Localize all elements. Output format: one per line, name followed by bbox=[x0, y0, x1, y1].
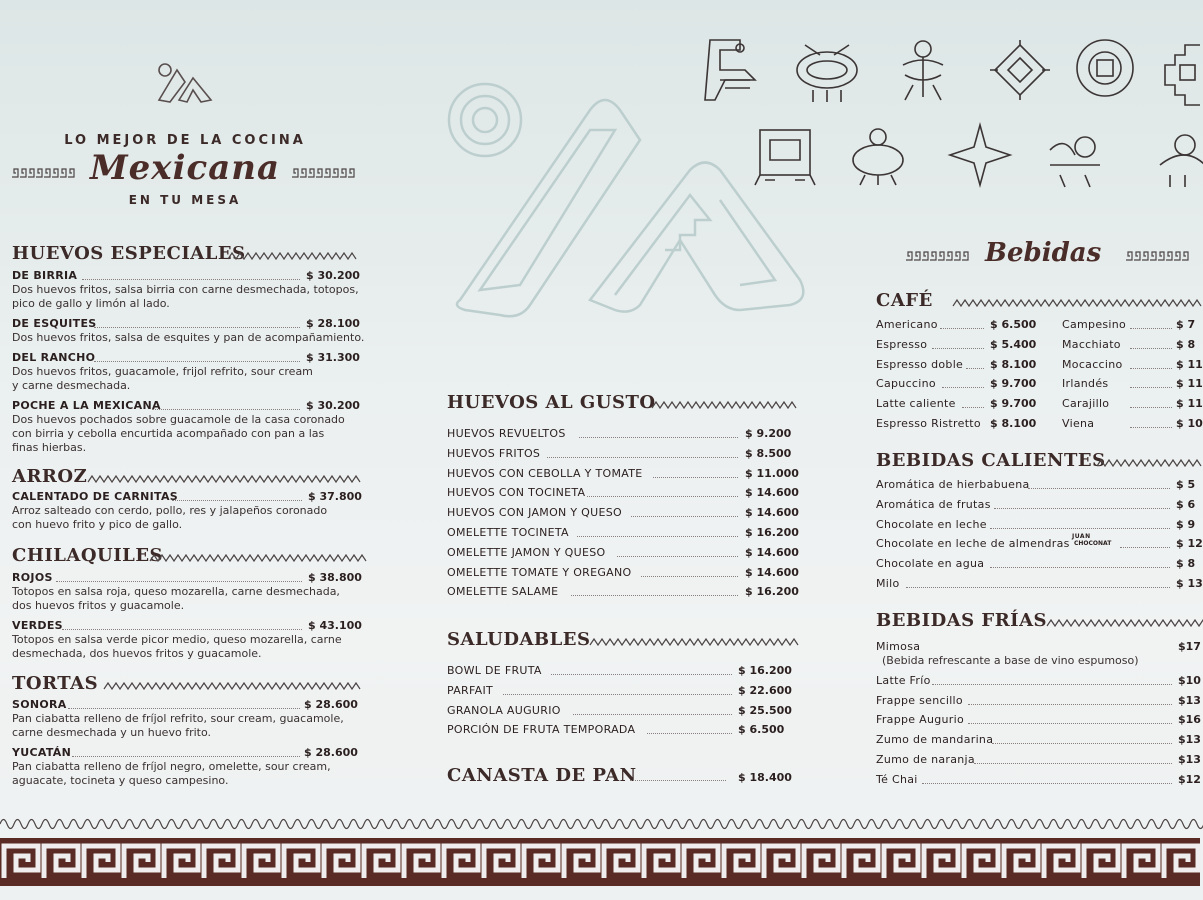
dot-leader bbox=[617, 556, 738, 557]
dot-leader bbox=[82, 279, 300, 280]
dot-leader bbox=[974, 763, 1172, 764]
item-price: $ 14.600 bbox=[745, 506, 799, 520]
item-name bbox=[876, 417, 981, 430]
item-price: $ 6 bbox=[1176, 497, 1196, 511]
item-name-text: HUEVOS CON CEBOLLA Y TOMATE bbox=[447, 466, 643, 480]
dot-leader bbox=[1120, 547, 1170, 548]
brand-logo-small bbox=[155, 60, 215, 104]
item-name-text: Espresso Ristretto bbox=[876, 417, 981, 430]
brand-juan-choconat-line2: CHOCONAT bbox=[1074, 540, 1112, 547]
section-title: BEBIDAS FRÍAS bbox=[876, 610, 1048, 631]
dot-leader bbox=[1130, 387, 1172, 388]
dot-leader bbox=[962, 407, 984, 408]
item-name-text: Zumo de naranja bbox=[876, 753, 975, 766]
item-price: $ 11.000 bbox=[745, 466, 799, 480]
dot-leader bbox=[547, 457, 738, 458]
item-name-text: Americano bbox=[876, 318, 938, 331]
item-price: $ 8.100 bbox=[990, 357, 1037, 371]
item-desc: carne desmechada y un huevo frito. bbox=[12, 726, 211, 739]
section-title: ARROZ bbox=[12, 466, 88, 487]
item-price: $ 9.200 bbox=[745, 427, 792, 440]
item-price: $17 bbox=[1178, 640, 1201, 653]
dot-leader bbox=[577, 536, 738, 537]
item-name bbox=[447, 566, 631, 579]
dot-leader bbox=[942, 387, 984, 388]
zigzag-ornament bbox=[652, 400, 794, 410]
step-glyph-icon bbox=[1165, 45, 1200, 105]
item-name bbox=[876, 377, 936, 390]
section-title: BEBIDAS CALIENTES bbox=[876, 450, 1106, 471]
item-name-text: OMELETTE TOMATE Y OREGANO bbox=[447, 565, 632, 579]
item-price: $ 8.500 bbox=[745, 446, 792, 460]
greek-ornament-right bbox=[292, 167, 358, 179]
dot-leader bbox=[968, 704, 1172, 705]
item-name-text: Frappe Augurio bbox=[876, 713, 964, 727]
item-name bbox=[447, 467, 643, 480]
item-name bbox=[447, 704, 561, 717]
item-desc: Dos huevos fritos, salsa birria con carne desmechada, totopos, bbox=[12, 283, 359, 296]
item-desc: aguacate, tocineta y queso campesino. bbox=[12, 774, 229, 787]
item-name-text: OMELETTE TOCINETA bbox=[447, 526, 569, 539]
item-price: $ 9.700 bbox=[990, 377, 1037, 391]
dot-leader bbox=[932, 348, 984, 349]
item-name bbox=[876, 557, 984, 570]
item-price: $ 28.600 bbox=[304, 746, 358, 759]
dot-leader bbox=[94, 327, 300, 328]
item-name bbox=[12, 317, 97, 330]
item-name bbox=[12, 571, 53, 584]
item-name-text: OMELETTE SALAME bbox=[447, 585, 559, 599]
dot-leader bbox=[72, 756, 300, 757]
dot-leader bbox=[571, 595, 738, 596]
greek-ornament-bebidas-left bbox=[906, 250, 972, 262]
item-price: $ 9 bbox=[1176, 517, 1196, 531]
header-title: Mexicana bbox=[90, 148, 280, 188]
diamond-glyph-icon bbox=[990, 40, 1050, 100]
item-name bbox=[1062, 318, 1126, 331]
dot-leader bbox=[968, 723, 1172, 724]
dot-leader bbox=[1130, 328, 1172, 329]
section-title: CHILAQUILES bbox=[12, 545, 164, 566]
item-name bbox=[876, 640, 920, 653]
section-title-huevos-especiales: HUEVOS ESPECIALES bbox=[12, 243, 246, 264]
dot-leader bbox=[994, 508, 1170, 509]
zigzag-ornament bbox=[1097, 458, 1200, 468]
dot-leader bbox=[990, 567, 1170, 568]
dot-leader bbox=[573, 714, 732, 715]
item-desc: desmechada, dos huevos fritos y guacamole. bbox=[12, 647, 262, 660]
item-name bbox=[12, 746, 71, 759]
item-price: $ 8 bbox=[1176, 557, 1196, 571]
item-price: $ 10 bbox=[1176, 417, 1203, 430]
zigzag-ornament bbox=[150, 553, 360, 563]
item-desc: finas hierbas. bbox=[12, 441, 87, 454]
item-price: $ 14.600 bbox=[745, 486, 799, 500]
item-name bbox=[447, 723, 635, 736]
dot-leader bbox=[503, 694, 732, 695]
star-glyph-icon bbox=[950, 125, 1010, 185]
item-desc: Dos huevos fritos, salsa de esquites y pan de acompañamiento. bbox=[12, 331, 365, 344]
item-name bbox=[876, 478, 1030, 491]
monkey-glyph-icon bbox=[1050, 137, 1100, 187]
section-title-canasta: CANASTA DE PAN bbox=[447, 765, 637, 786]
item-name bbox=[12, 490, 178, 503]
item-name-text: Macchiato bbox=[1062, 337, 1121, 351]
item-name-text: Chocolate en agua bbox=[876, 557, 985, 571]
dot-leader bbox=[1130, 368, 1172, 369]
item-name-text: Mocaccino bbox=[1062, 357, 1123, 371]
bebidas-title: Bebidas bbox=[985, 238, 1102, 268]
item-price: $ 11 bbox=[1176, 377, 1203, 391]
owl-glyph-icon bbox=[755, 130, 815, 185]
item-price: $13 bbox=[1178, 693, 1201, 707]
item-desc: Pan ciabatta relleno de fríjol negro, omelette, sour cream, bbox=[12, 760, 331, 773]
zigzag-ornament bbox=[88, 474, 358, 484]
item-name bbox=[876, 358, 963, 371]
item-desc: Totopos en salsa verde picor medio, queso mozarella, carne bbox=[12, 633, 342, 646]
item-name-text: Frappe sencillo bbox=[876, 693, 963, 707]
zigzag-ornament bbox=[590, 637, 794, 647]
item-name bbox=[876, 338, 927, 351]
item-price: $ 12 bbox=[1176, 537, 1203, 551]
item-price: $ 5.400 bbox=[990, 337, 1037, 351]
item-price: $ 8 bbox=[1176, 337, 1196, 351]
dot-leader bbox=[579, 437, 738, 438]
item-price: $ 7 bbox=[1176, 318, 1196, 331]
item-name bbox=[876, 318, 938, 331]
item-desc: pico de gallo y limón al lado. bbox=[12, 297, 170, 310]
item-price: $ 8.100 bbox=[990, 417, 1037, 430]
item-name bbox=[876, 674, 931, 687]
item-price: $ 11 bbox=[1176, 397, 1203, 411]
item-desc: Dos huevos fritos, guacamole, frijol refrito, sour cream bbox=[12, 365, 313, 378]
dot-leader bbox=[647, 733, 732, 734]
item-name-text: DE BIRRIA bbox=[12, 269, 78, 282]
item-name-text: Aromática de frutas bbox=[876, 497, 991, 511]
item-name bbox=[876, 537, 1070, 550]
item-price: $12 bbox=[1178, 772, 1201, 786]
item-name-text: Viena bbox=[1062, 417, 1095, 430]
dot-leader bbox=[1130, 427, 1172, 428]
item-name bbox=[12, 399, 161, 412]
item-desc: Totopos en salsa roja, queso mozarella, carne desmechada, bbox=[12, 585, 340, 598]
item-name bbox=[447, 546, 605, 559]
item-name bbox=[447, 585, 558, 598]
item-price: $ 16.200 bbox=[745, 526, 799, 539]
item-desc: (Bebida refrescante a base de vino espumoso) bbox=[882, 654, 1139, 667]
item-name-text: HUEVOS REVUELTOS bbox=[447, 427, 566, 440]
item-name bbox=[1062, 397, 1109, 410]
dot-leader bbox=[992, 743, 1172, 744]
dot-leader bbox=[94, 361, 300, 362]
item-name bbox=[447, 506, 622, 519]
dot-leader bbox=[551, 674, 732, 675]
zigzag-ornament bbox=[953, 298, 1200, 308]
item-price: $ 38.800 bbox=[308, 571, 362, 584]
dot-leader bbox=[630, 780, 726, 781]
dot-leader bbox=[56, 581, 302, 582]
dot-leader bbox=[653, 477, 738, 478]
item-name-text: Mimosa bbox=[876, 640, 921, 653]
item-name-text: YUCATÁN bbox=[12, 746, 72, 759]
dot-leader bbox=[906, 587, 1170, 588]
bird2-glyph-icon bbox=[853, 129, 903, 185]
item-price: $ 13 bbox=[1176, 577, 1203, 590]
item-price: $ 25.500 bbox=[738, 703, 792, 717]
item-name-text: PARFAIT bbox=[447, 683, 494, 697]
item-price: $ 14.600 bbox=[745, 565, 799, 579]
item-name-text: SONORA bbox=[12, 698, 67, 711]
item-name bbox=[447, 427, 566, 440]
item-price: $ 9.700 bbox=[990, 397, 1037, 411]
item-desc: y carne desmechada. bbox=[12, 379, 131, 392]
item-name-text: BOWL DE FRUTA bbox=[447, 664, 542, 677]
dot-leader bbox=[152, 409, 300, 410]
item-name-text: Chocolate en leche bbox=[876, 517, 987, 531]
brand-juan-choconat-line1: JUAN bbox=[1072, 533, 1091, 540]
item-name bbox=[447, 526, 569, 539]
item-name-text: Irlandés bbox=[1062, 377, 1109, 391]
item-name-text: HUEVOS FRITOS bbox=[447, 446, 541, 460]
item-price: $ 5 bbox=[1176, 478, 1196, 491]
item-price: $ 30.200 bbox=[306, 269, 360, 282]
header-tagline-top: LO MEJOR DE LA COCINA bbox=[64, 133, 306, 148]
item-desc: Dos huevos pochados sobre guacamole de la casa coronado bbox=[12, 413, 345, 426]
item-name bbox=[447, 684, 493, 697]
item-name bbox=[1062, 377, 1108, 390]
item-price: $ 30.200 bbox=[306, 399, 360, 412]
item-desc: Pan ciabatta relleno de fríjol refrito, sour cream, guacamole, bbox=[12, 712, 344, 725]
dot-leader bbox=[631, 516, 738, 517]
item-name bbox=[12, 698, 67, 711]
item-name-text: OMELETTE JAMON Y QUESO bbox=[447, 545, 606, 559]
item-name-text: Aromática de hierbabuena bbox=[876, 478, 1030, 491]
greek-ornament-bebidas-right bbox=[1126, 250, 1192, 262]
bird3-glyph-icon bbox=[1160, 135, 1203, 187]
item-name bbox=[447, 447, 540, 460]
section-title: HUEVOS AL GUSTO bbox=[447, 392, 656, 413]
zigzag-ornament bbox=[228, 251, 358, 261]
item-price: $16 bbox=[1178, 713, 1201, 727]
item-name-text: Espresso bbox=[876, 337, 928, 351]
dot-leader bbox=[990, 528, 1170, 529]
item-name-text: Latte caliente bbox=[876, 397, 956, 411]
item-name bbox=[876, 397, 956, 410]
dot-leader bbox=[932, 684, 1172, 685]
item-name bbox=[876, 577, 900, 590]
section-title: SALUDABLES bbox=[447, 629, 591, 650]
dot-leader bbox=[1028, 488, 1170, 489]
item-name bbox=[447, 664, 542, 677]
item-price: $ 22.600 bbox=[738, 683, 792, 697]
item-name-text: POCHE A LA MEXICANA bbox=[12, 399, 161, 412]
item-name-text: GRANOLA AUGURIO bbox=[447, 703, 561, 717]
item-desc: con birria y cebolla encurtida acompañado con pan a las bbox=[12, 427, 325, 440]
item-name-text: Carajillo bbox=[1062, 397, 1110, 411]
item-name-text: Té Chai bbox=[876, 772, 918, 786]
item-price: $ 14.600 bbox=[745, 545, 799, 559]
item-price: $ 11 bbox=[1176, 357, 1203, 371]
item-price: $10 bbox=[1178, 673, 1201, 687]
item-price: $ 16.200 bbox=[745, 585, 799, 599]
item-name-text: HUEVOS CON JAMON Y QUESO bbox=[447, 506, 622, 520]
dot-leader bbox=[922, 783, 1172, 784]
dot-leader bbox=[68, 708, 300, 709]
item-name-text: DEL RANCHO bbox=[12, 351, 96, 364]
item-name-text: Latte Frío bbox=[876, 673, 931, 687]
item-name bbox=[876, 694, 963, 707]
zigzag-ornament bbox=[104, 681, 360, 691]
eagle-glyph-icon bbox=[903, 41, 943, 100]
item-name bbox=[876, 753, 975, 766]
item-name-text: Capuccino bbox=[876, 377, 936, 391]
section-title: CAFÉ bbox=[876, 290, 933, 311]
dot-leader bbox=[587, 496, 738, 497]
item-name bbox=[12, 269, 77, 282]
item-name-text: Campesino bbox=[1062, 318, 1127, 331]
dot-leader bbox=[966, 368, 984, 369]
item-price: $13 bbox=[1178, 753, 1201, 766]
item-price: $ 43.100 bbox=[308, 619, 362, 632]
dot-leader bbox=[172, 500, 302, 501]
item-price: $ 37.800 bbox=[308, 490, 362, 503]
item-desc: con huevo frito y pico de gallo. bbox=[12, 518, 183, 531]
zigzag-ornament bbox=[1047, 618, 1200, 628]
item-name-text: PORCIÓN DE FRUTA TEMPORADA bbox=[447, 723, 636, 737]
item-name-text: HUEVOS CON TOCINETA bbox=[447, 486, 586, 500]
item-name-text: VERDES bbox=[12, 619, 63, 632]
sun-glyph-icon bbox=[1077, 40, 1133, 96]
greek-key-border bbox=[0, 838, 1200, 886]
item-price: $ 28.100 bbox=[306, 317, 360, 330]
item-name bbox=[876, 498, 991, 511]
item-name bbox=[12, 351, 95, 364]
dot-leader bbox=[1130, 407, 1172, 408]
item-desc: dos huevos fritos y guacamole. bbox=[12, 599, 185, 612]
aztec-glyphs bbox=[700, 30, 1200, 200]
item-name-text: Chocolate en leche de almendras bbox=[876, 537, 1070, 551]
item-name bbox=[447, 486, 585, 499]
item-name bbox=[876, 713, 964, 726]
item-name bbox=[876, 733, 993, 746]
item-name-text: DE ESQUITES bbox=[12, 317, 97, 330]
item-name bbox=[1062, 417, 1094, 430]
item-price: $ 16.200 bbox=[738, 664, 792, 677]
item-name-text: Espresso doble bbox=[876, 357, 964, 371]
dot-leader bbox=[940, 328, 984, 329]
section-title: TORTAS bbox=[12, 673, 99, 694]
item-desc: Arroz salteado con cerdo, pollo, res y jalapeños coronado bbox=[12, 504, 328, 517]
item-name-text: Zumo de mandarina bbox=[876, 733, 994, 747]
bird-glyph-icon bbox=[705, 40, 755, 100]
dot-leader bbox=[641, 576, 738, 577]
header-tagline-bottom: EN TU MESA bbox=[128, 193, 242, 207]
item-price: $ 18.400 bbox=[738, 771, 792, 784]
item-name bbox=[1062, 338, 1121, 351]
item-name-text: Milo bbox=[876, 577, 900, 590]
item-price: $13 bbox=[1178, 733, 1201, 747]
item-name bbox=[1062, 358, 1123, 371]
item-price: $ 28.600 bbox=[304, 698, 358, 711]
item-price: $ 6.500 bbox=[990, 318, 1037, 331]
item-name bbox=[876, 773, 918, 786]
mask-glyph-icon bbox=[797, 45, 857, 102]
item-name-text: ROJOS bbox=[12, 571, 53, 584]
item-price: $ 31.300 bbox=[306, 351, 360, 364]
item-name bbox=[876, 518, 987, 531]
dot-leader bbox=[1130, 348, 1172, 349]
item-name-text: CALENTADO DE CARNITAS bbox=[12, 490, 179, 503]
dot-leader bbox=[62, 629, 302, 630]
item-price: $ 6.500 bbox=[738, 723, 785, 737]
item-name bbox=[12, 619, 63, 632]
wave-border bbox=[0, 812, 1200, 830]
